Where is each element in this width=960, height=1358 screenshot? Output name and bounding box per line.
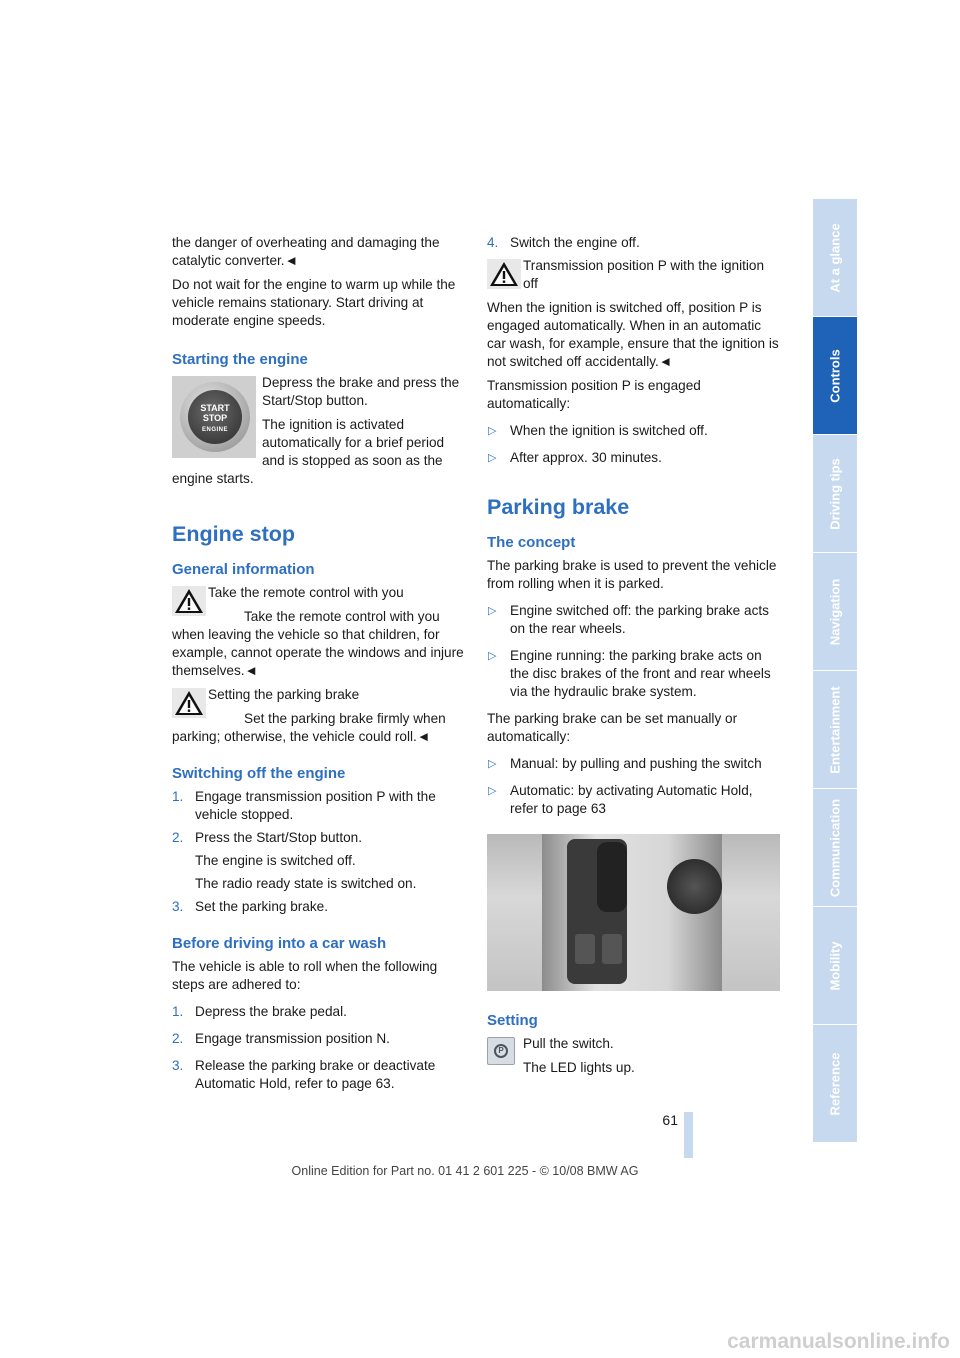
tab-communication[interactable]: Communication <box>813 789 857 906</box>
tab-mobility[interactable]: Mobility <box>813 907 857 1024</box>
engine-stop-heading: Engine stop <box>172 522 296 546</box>
set-paragraph: The parking brake can be set manually or automatically: <box>487 711 738 744</box>
car-wash-paragraph: The vehicle is able to roll when the following steps are adhered to: <box>172 959 438 992</box>
tab-entertainment[interactable]: Entertainment <box>813 671 857 788</box>
tab-controls[interactable]: Controls <box>813 317 857 434</box>
setting-paragraph-2: The LED lights up. <box>523 1060 635 1075</box>
step-item: 1. Depress the brake pedal. <box>172 1004 347 1019</box>
warning-transmission-p <box>487 257 780 371</box>
left-column <box>172 234 464 1098</box>
center-console-photo <box>487 834 780 991</box>
parking-brake-icon: P <box>487 1037 515 1065</box>
watermark: carmanualsonline.info <box>727 1330 950 1353</box>
warning-text: Take the remote control with you when leaving the vehicle so that children, for example, cannot operate the windows and injure themselves.◄ <box>172 609 464 678</box>
footer: Online Edition for Part no. 01 41 2 601 225 - © 10/08 BMW AG <box>291 1164 639 1178</box>
starting-engine-block <box>172 374 464 494</box>
car-wash-heading: Before driving into a car wash <box>172 935 387 952</box>
bullet-item: ▷ Engine switched off: the parking brake acts on the rear wheels. <box>488 603 769 636</box>
warning-parking-brake <box>172 686 464 746</box>
warning-remote-control <box>172 584 464 680</box>
warning-triangle-icon <box>172 688 206 718</box>
bullet-item: ▷ Manual: by pulling and pushing the switch <box>488 756 762 771</box>
tab-at-a-glance[interactable]: At a glance <box>813 199 857 316</box>
tab-navigation[interactable]: Navigation <box>813 553 857 670</box>
chapter-sidebar <box>813 199 857 1143</box>
parking-brake-heading: Parking brake <box>487 495 630 519</box>
bullet-item: ▷ Engine running: the parking brake acts on the disc brakes of the front and rear wheels via the hydraulic brake system. <box>488 648 771 699</box>
intro-paragraph-1: the danger of overheating and damaging the catalytic converter.◄ <box>172 235 440 268</box>
warning-title: Setting the parking brake <box>208 687 360 702</box>
step-item: 2. Engage transmission position N. <box>172 1031 390 1046</box>
warning-text: When the ignition is switched off, position P is engaged automatically. When in an automatic car wash, for example, ensure that the ignition is not switched off accidentally.◄ <box>487 300 779 369</box>
concept-heading: The concept <box>487 534 576 551</box>
step-item: 3. Release the parking brake or deactivate Automatic Hold, refer to page 63. <box>172 1058 436 1091</box>
starting-engine-heading: Starting the engine <box>172 351 308 368</box>
right-column <box>487 234 780 1083</box>
page-number-bar <box>684 1112 693 1158</box>
bullet-item: ▷ Automatic: by activating Automatic Hold, refer to page 63 <box>488 783 753 816</box>
tab-driving-tips[interactable]: Driving tips <box>813 435 857 552</box>
step-item: 3. Set the parking brake. <box>172 899 328 914</box>
step-item: 1. Engage transmission position P with the vehicle stopped. <box>172 789 436 822</box>
step-item: 2. Press the Start/Stop button. The engine is switched off. The radio ready state is switched on. <box>172 830 417 891</box>
bullet-item: ▷ After approx. 30 minutes. <box>488 450 662 465</box>
setting-paragraph-1: Pull the switch. <box>523 1036 614 1051</box>
concept-paragraph: The parking brake is used to prevent the vehicle from rolling when it is parked. <box>487 558 777 591</box>
step-item: 4. Switch the engine off. <box>487 235 640 250</box>
setting-block <box>487 1035 780 1077</box>
warning-triangle-icon <box>172 586 206 616</box>
warning-text: Set the parking brake firmly when parking; otherwise, the vehicle could roll.◄ <box>172 711 446 744</box>
switching-off-heading: Switching off the engine <box>172 765 346 782</box>
starting-paragraph-2: The ignition is activated automatically for a brief period and is stopped as soon as the engine starts. <box>172 417 445 486</box>
bullet-item: ▷ When the ignition is switched off. <box>488 423 708 438</box>
start-stop-button-image <box>172 376 256 458</box>
tab-reference[interactable]: Reference <box>813 1025 857 1142</box>
intro-paragraph-2: Do not wait for the engine to warm up while the vehicle remains stationary. Start driving at moderate engine speeds. <box>172 277 456 328</box>
setting-heading: Setting <box>487 1012 538 1029</box>
warning-triangle-icon <box>487 259 521 289</box>
starting-paragraph-1: Depress the brake and press the Start/Stop button. <box>262 375 460 408</box>
p-engaged-paragraph: Transmission position P is engaged automatically: <box>487 378 701 411</box>
warning-title: Transmission position P with the ignition off <box>523 258 765 291</box>
start-stop-icon: START STOP ENGINE <box>188 390 242 444</box>
warning-title: Take the remote control with you <box>208 585 404 600</box>
general-information-heading: General information <box>172 561 315 578</box>
page-number: 61 <box>662 1112 678 1128</box>
